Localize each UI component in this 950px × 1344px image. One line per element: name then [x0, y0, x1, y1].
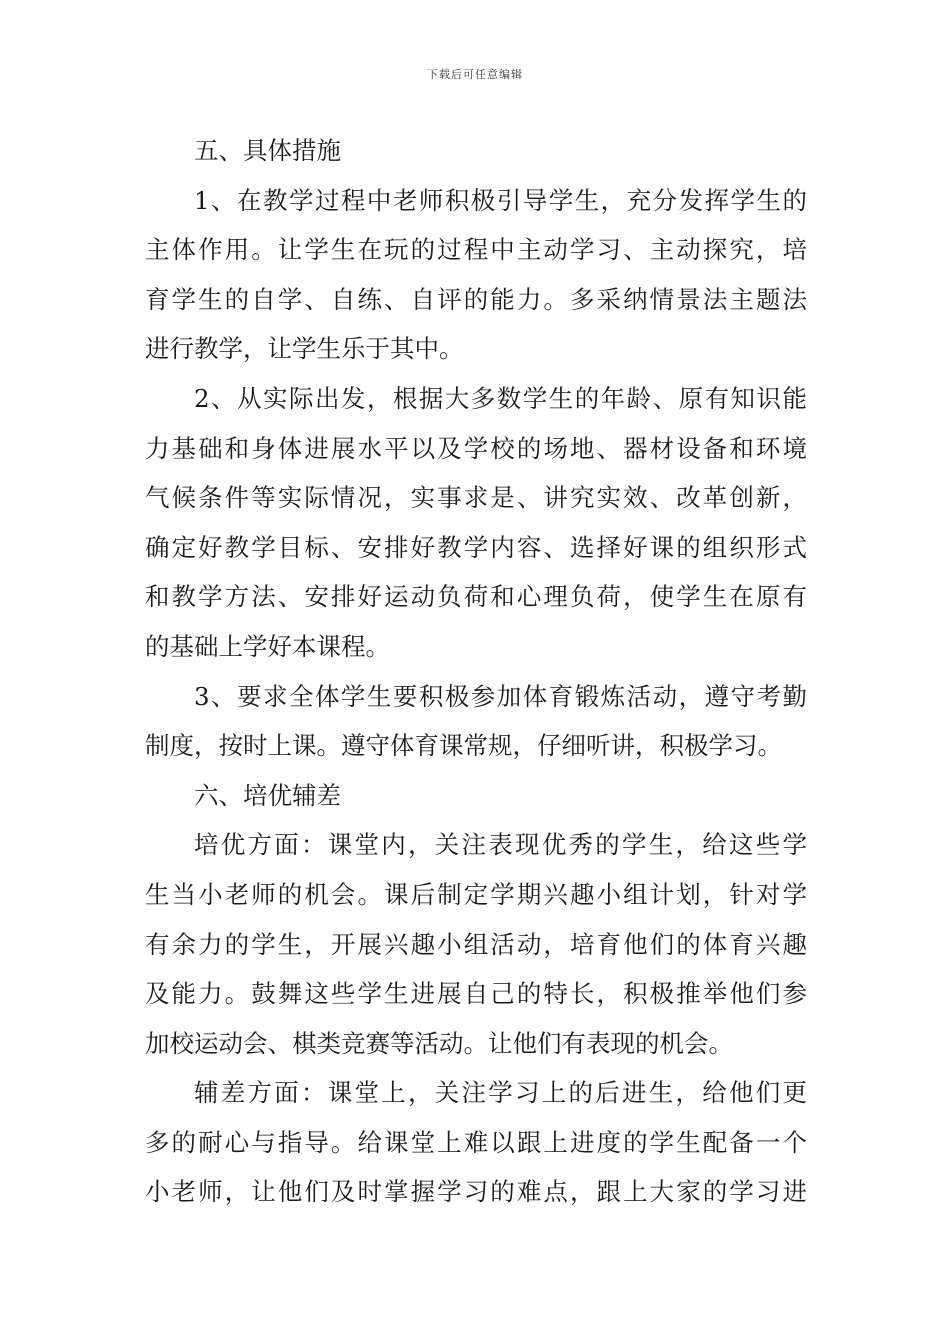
- page-header-note: 下载后可任意编辑: [427, 68, 523, 81]
- paragraph-line: 有余力的学生，开展兴趣小组活动，培育他们的体育兴趣: [145, 929, 807, 959]
- paragraph-line: 进行教学，让学生乐于其中。: [145, 334, 464, 364]
- paragraph-line: 的基础上学好本课程。: [145, 631, 390, 661]
- paragraph-line: 和教学方法、安排好运动负荷和心理负荷，使学生在原有: [145, 582, 807, 612]
- paragraph-line: 小老师，让他们及时掌握学习的难点，跟上大家的学习进: [145, 1177, 807, 1207]
- document-body: [145, 126, 807, 1217]
- paragraph-line: 确定好教学目标、安排好教学内容、选择好课的组织形式: [145, 532, 807, 562]
- paragraph-line: 多的耐心与指导。给课堂上难以跟上进度的学生配备一个: [145, 1127, 807, 1157]
- section-heading: 五、具体措施: [194, 136, 341, 165]
- paragraph-line: 及能力。鼓舞这些学生进展自己的特长，积极推举他们参: [145, 979, 807, 1009]
- paragraph-line: 气候条件等实际情况，实事求是、讲究实效、改革创新，: [145, 483, 807, 513]
- paragraph-line: 1、在教学过程中老师积极引导学生，充分发挥学生的: [194, 185, 807, 215]
- paragraph-line: 培优方面：课堂内，关注表现优秀的学生，给这些学: [194, 830, 807, 860]
- paragraph-line: 制度，按时上课。遵守体育课常规，仔细听讲，积极学习。: [145, 731, 782, 761]
- paragraph-line: 生当小老师的机会。课后制定学期兴趣小组计划，针对学: [145, 879, 807, 909]
- paragraph-line: 主体作用。让学生在玩的过程中主动学习、主动探究，培: [145, 235, 807, 265]
- paragraph-line: 3、要求全体学生要积极参加体育锻炼活动，遵守考勤: [194, 681, 807, 711]
- paragraph-line: 加校运动会、棋类竞赛等活动。让他们有表现的机会。: [145, 1028, 733, 1058]
- section-heading: 六、培优辅差: [194, 780, 341, 810]
- paragraph-line: 辅差方面：课堂上，关注学习上的后进生，给他们更: [194, 1078, 807, 1108]
- paragraph-line: 力基础和身体进展水平以及学校的场地、器材设备和环境: [145, 433, 807, 463]
- paragraph-line: 育学生的自学、自练、自评的能力。多采纳情景法主题法: [145, 284, 807, 314]
- paragraph-line: 2、从实际出发，根据大多数学生的年龄、原有知识能: [194, 383, 807, 413]
